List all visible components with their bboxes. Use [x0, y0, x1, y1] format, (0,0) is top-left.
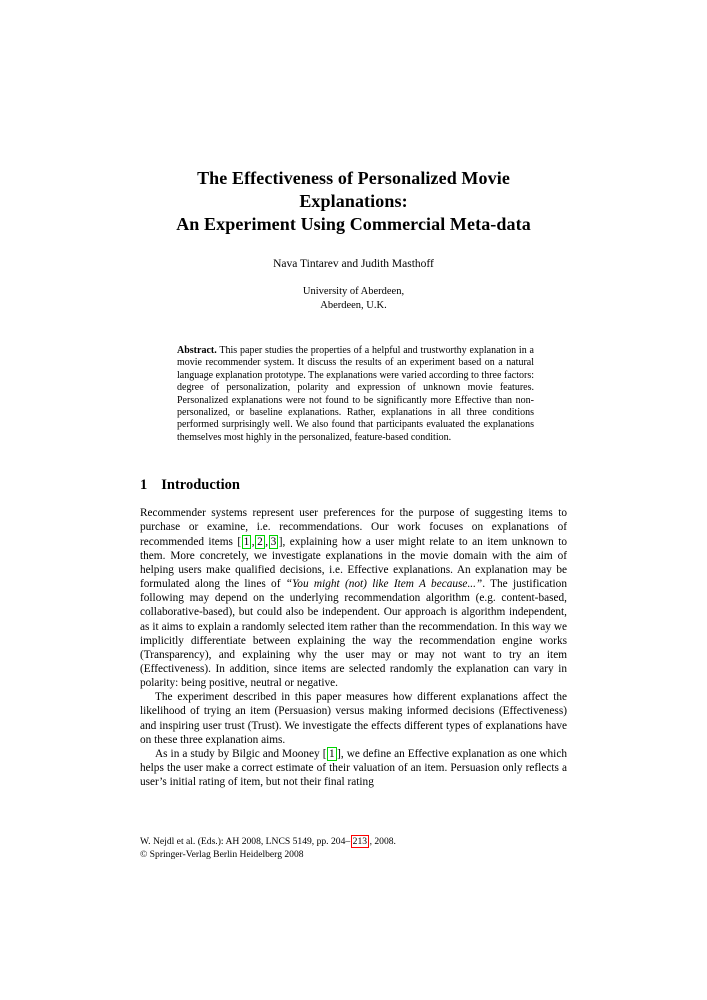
section-title: Introduction: [161, 477, 240, 494]
text-run: The experiment described in this paper measures how different explanations affect the likelihood of trying an item (Persuasion) versus making informed decisions (Effectiveness) and inspiring user trust (Trust). We investigate the effects different types of explanations have on these three explanation aims.: [140, 691, 567, 746]
affiliation-line: University of Aberdeen,: [302, 286, 405, 297]
page-ref-link[interactable]: 213: [352, 836, 368, 847]
paragraph: [140, 690, 567, 747]
text-run: ,: [251, 535, 255, 548]
citation-link[interactable]: 2: [257, 535, 263, 548]
text-run: W. Nejdl et al. (Eds.): AH 2008, LNCS 5149, pp. 204–: [140, 836, 351, 847]
citation-link[interactable]: 1: [328, 747, 335, 760]
footer: [140, 836, 567, 861]
text-run: ,: [265, 535, 269, 548]
footer-copyright-line: © Springer-Verlag Berlin Heidelberg 2008: [140, 848, 304, 860]
authors: Nava Tintarev and Judith Masthoff: [273, 258, 434, 270]
citation-link[interactable]: 3: [270, 535, 277, 548]
text-run: Abstract.: [177, 345, 217, 356]
paper-title-line: An Experiment Using Commercial Meta-data: [176, 214, 531, 234]
paragraph: [140, 747, 567, 789]
affiliation-line: Aberdeen, U.K.: [320, 299, 387, 311]
text-run: “You might (not) like Item A because...”: [285, 578, 483, 591]
section-number: 1: [140, 477, 148, 494]
affiliation: [140, 285, 567, 312]
paper-title-line: The Effectiveness of Personalized Movie: [197, 168, 510, 188]
text-run: Recommender systems represent user preferences for the purpose of suggesting items to purchase or examine, i.e. recommendations. Our work focuses on explanations of recommended items [: [140, 507, 567, 548]
text-run: ], we define an Effective explanation as one which helps the user make a correct estimate of their valuation of an item. Persuasion only reflects a user’s initial rating of item, but not their final rating: [140, 747, 567, 789]
paragraph: [140, 506, 567, 690]
section-heading: [140, 475, 567, 495]
paper-title-line: Explanations:: [299, 191, 408, 211]
paper-title: [140, 167, 567, 236]
text-run: . The justification following may depend on the underlying recommendation algorithm (e.g. content-based, collaborative-based), but could also be independent. Our approach is algorithm independent, as it aims to explain a randomly selected item rather than the recommendation. In this way we implicitly differentiate between explaining the way the recommendation engine works (Transparency), and explaining why the user may or may not want to try an item (Effectiveness). In addition, since items are selected randomly the explanation can vary in polarity: being positive, neutral or negative.: [140, 578, 567, 690]
text-run: This paper studies the properties of a helpful and trustworthy explanation in a movie recommender system. It discuss the results of an experiment based on a natural language explanation prototype. The explanations were varied according to three factors: degree of personalization, polarity and expression of unknown movie features. Personalized explanations were not found to be significantly more Effective than non-personalized, or baseline explanations. Rather, explanations in all three conditions performed surprisingly well. We also found that participants evaluated the explanations themselves most highly in the personalized, feature-based condition.: [177, 345, 534, 443]
text-run: ], explaining how a user might relate to an item unknown to them. More concretely, we investigate explanations in the movie domain with the aim of helping users make qualified decisions, i.e. Effective explanations. An explanation may be formulated along the lines of: [140, 535, 568, 591]
footer-citation-line: [140, 836, 567, 849]
abstract: [177, 345, 534, 444]
text-run: As in a study by Bilgic and Mooney [: [155, 747, 327, 760]
citation-link[interactable]: 1: [243, 535, 250, 548]
text-run: , 2008.: [369, 836, 396, 847]
page-content: [140, 0, 567, 789]
